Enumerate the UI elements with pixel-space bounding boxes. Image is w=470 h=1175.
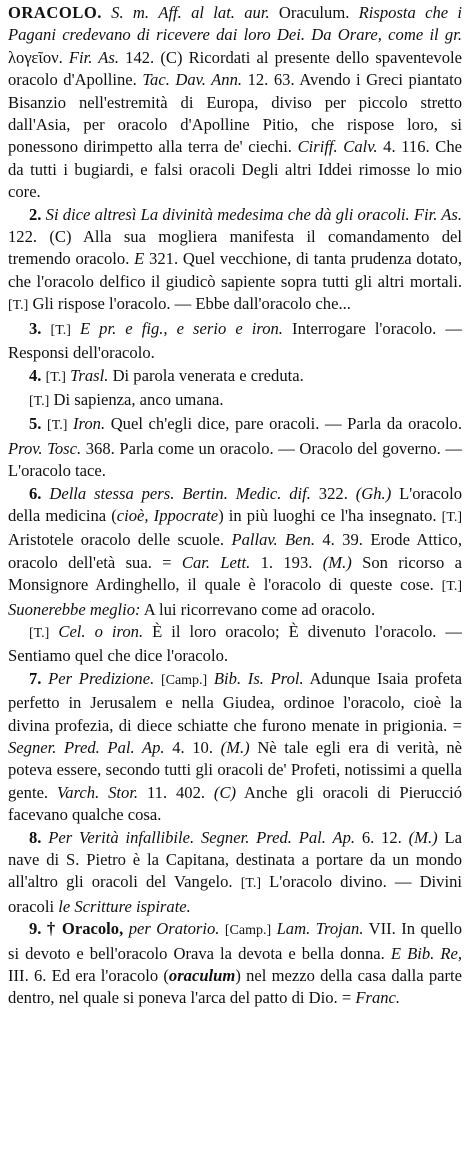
citation: Ciriff. Calv. — [297, 137, 378, 157]
citation: Segner. Pred. Pal. Ap. — [200, 827, 356, 847]
sense-definition: Iron. — [72, 414, 106, 434]
sense-text: Aristotele oracolo delle scuole. — [8, 530, 225, 550]
sense-text: Erode Attico, oracolo dell'età sua. = — [8, 530, 463, 572]
sense-text: La nave di S. Pietro è la Capitana, destinata a portare da un mondo all'altro gli oracoli del Vangelo. — [8, 827, 463, 892]
sense-7 — [8, 668, 462, 827]
sense-text: Parla come un oracolo. — Oracolo del governo. — L'oracolo tace. — [8, 438, 462, 481]
citation-num: 4. 116. — [383, 137, 430, 157]
citation-num: 11. 402. — [146, 782, 206, 802]
sense-text: Son ricorso a Monsignore Ardinghello, il quale è l'oracolo di queste cose. — [8, 552, 463, 595]
sense-number: 8. — [29, 827, 42, 847]
sense-definition: per Oratorio. — [128, 919, 220, 939]
sense-definition: Trasl. — [70, 365, 109, 385]
citation: Tac. Dav. Ann. — [142, 70, 243, 90]
sense-number: 5. — [29, 414, 42, 434]
sense-definition: Suonerebbe meglio: — [8, 599, 141, 619]
latin-gloss: oraculum — [168, 966, 236, 986]
citation: E Bib. Re, — [390, 943, 462, 963]
source-mark: [T.] — [8, 298, 29, 314]
sense-text: Nè tale egli era di verità, nè poteva essere, secondo tutti gli oracoli de' Profeti, notissimi a quella gente. — [8, 738, 463, 802]
sense-text: Quel vecchione, di tanta prudenza dotato, che l'oracolo delfico il giudicò sapiente sopra tutti gli altri mortali. — [8, 249, 462, 291]
sense-9 — [8, 918, 462, 1010]
citation-num: VII. — [368, 919, 396, 939]
sense-text: Che da tutti i bugiardi, e falsi oracoli Degli altri Iddei rimosse lo mio core. — [8, 137, 462, 202]
citation-num: 122. — [8, 227, 38, 247]
sense-gloss: le Scritture ispirate. — [58, 896, 191, 916]
sense-gloss: cioè, Ippocrate — [116, 505, 219, 525]
sense-text: Di sapienza, anco umana. — [53, 389, 224, 409]
etym-note: Risposta che i Pagani credevano di ricevere dai loro Dei. Da Orare, come il gr. — [8, 3, 462, 45]
sense-text: L'oracolo della medicina ( — [8, 483, 462, 525]
sub-headword: † Oracolo, — [46, 919, 124, 939]
citation: Varch. Stor. — [56, 782, 139, 802]
sense-text: Ricordati al presente dello spaventevole oracolo d'Apolline. — [8, 47, 462, 90]
sense-text: È il loro oracolo; È divenuto l'oracolo. — Sentiamo quel che dice l'oracolo. — [8, 621, 462, 666]
sense-3 — [8, 318, 462, 365]
source-mark: (M.) — [322, 552, 352, 572]
sense-number: 6. — [29, 483, 42, 503]
sense-6-sub — [8, 621, 462, 668]
source-mark: (M.) — [220, 738, 250, 757]
sense-text: Ed era l'oracolo ( — [51, 966, 169, 986]
sense-4 — [8, 365, 462, 389]
citation: Pallav. Ben. — [231, 530, 315, 550]
source-mark: (C) — [213, 782, 237, 802]
citation-num: 4. 39. — [322, 530, 363, 550]
source-mark: [T.] — [240, 876, 262, 892]
source-mark: (Gh.) — [355, 483, 392, 503]
sense-4-sub — [8, 389, 462, 413]
citation: Franc. — [355, 988, 401, 1008]
etym-source-num: 142. — [125, 47, 155, 67]
citation-num: 321. — [149, 249, 179, 269]
sense-definition: Si dice altresì La divinità medesima che dà gli oracoli. — [45, 204, 410, 224]
citation-num: 12. 63. — [247, 70, 295, 90]
sense-text: Di parola venerata e creduta. — [112, 365, 304, 385]
sense-text: Avendo i Greci piantato Bisanzio nell'estremità di Europa, diviso per piccolo stretto dall'Asia, per oracolo d'Apolline Pitio, che rispose loro, si ponessono dirimpetto alla terra de' ciechi. — [8, 70, 462, 157]
etym-intro: Aff. — [158, 3, 182, 22]
sense-number: 4. — [29, 365, 42, 385]
source-mark: (C) — [49, 227, 72, 247]
source-mark: (M.) — [408, 827, 438, 847]
sense-text: Adunque Isaia profeta perfetto in Jerusalem e nella Giudea, ordinoe l'oracolo, cioè la divina profezia, di diece schiatte che furono menate in prigionia. = — [8, 668, 462, 735]
citation: E — [134, 249, 145, 269]
etym-latin: Oraculum. — [278, 3, 350, 22]
etym-greek: λογεῖον. — [8, 47, 63, 67]
etym-source: Fir. As. — [68, 47, 120, 67]
sense-text: In quello si devoto e bell'oracolo Orava la devota e bella donna. — [8, 919, 463, 963]
citation: Car. Lett. — [181, 552, 251, 572]
sense-definition: E pr. e fig., e serio e iron. — [79, 318, 283, 338]
source-mark: [T.] — [50, 322, 71, 338]
sense-number: 9. — [29, 919, 42, 939]
sense-text: A lui ricorrevano come ad oracolo. — [143, 599, 376, 619]
entry-oracolo-intro — [8, 2, 462, 204]
sense-number: 2. — [29, 204, 42, 224]
source-mark: [T.] — [441, 509, 462, 525]
sense-text: Anche gli oracoli di Pierucció facevano qualche cosa. — [8, 782, 463, 825]
citation: Bertin. Medic. dif. — [182, 483, 311, 503]
citation: Lam. Trojan. — [276, 919, 364, 939]
source-mark: [T.] — [29, 625, 50, 641]
sense-definition: Cel. o iron. — [58, 621, 144, 641]
citation: Fir. As. — [413, 204, 462, 224]
sense-number: 3. — [29, 318, 42, 338]
grammar-label: S. m. — [111, 3, 150, 22]
sense-text: ) in più luoghi ce l'ha insegnato. — [218, 505, 437, 525]
citation: Bib. Is. Prol. — [213, 668, 304, 688]
citation-num: 322. — [318, 483, 348, 503]
source-mark: [T.] — [441, 579, 462, 595]
sense-5 — [8, 413, 462, 482]
etym-al: al lat. aur. — [191, 3, 270, 22]
sense-text: Alla sua mogliera manifesta il comandamento del tremendo oracolo. — [8, 227, 462, 269]
source-mark: (C) — [160, 47, 183, 67]
source-mark: [T.] — [45, 369, 66, 385]
sense-text: Gli rispose l'oracolo. — Ebbe dall'oracolo che... — [32, 294, 351, 314]
citation-num: 368. — [85, 438, 115, 458]
citation-num: 4. 10. — [172, 738, 214, 757]
sense-text: Quel ch'egli dice, pare oracoli. — Parla da oracolo. — [110, 414, 462, 434]
citation: Prov. Tosc. — [8, 438, 82, 458]
sense-8 — [8, 827, 462, 919]
sense-text: Interrogare l'oracolo. — Responsi dell'oracolo. — [8, 318, 462, 363]
source-mark: [T.] — [47, 418, 68, 434]
sense-definition: Per Verità infallibile. — [48, 827, 195, 847]
citation-num: 1. 193. — [260, 552, 313, 572]
source-mark: [T.] — [29, 393, 50, 409]
sense-text: ) nel mezzo della casa dalla parte dentro, nel quale si poneva l'arca del patto di Dio. = — [8, 966, 462, 1008]
headword: ORACOLO. — [8, 3, 102, 22]
citation-num: 6. 12. — [361, 827, 402, 847]
source-mark: [Camp.] — [224, 923, 272, 939]
sense-text: L'oracolo divino. — Divini oracoli — [8, 872, 462, 916]
sense-2 — [8, 204, 462, 318]
sense-definition: Per Predizione. — [48, 668, 155, 688]
citation-num: III. 6. — [8, 966, 47, 986]
source-mark: [Camp.] — [160, 672, 208, 688]
sense-number: 7. — [29, 668, 42, 688]
citation: Segner. Pred. Pal. Ap. — [8, 738, 165, 757]
sense-definition: Della stessa pers. — [49, 483, 175, 503]
sense-6 — [8, 483, 462, 621]
